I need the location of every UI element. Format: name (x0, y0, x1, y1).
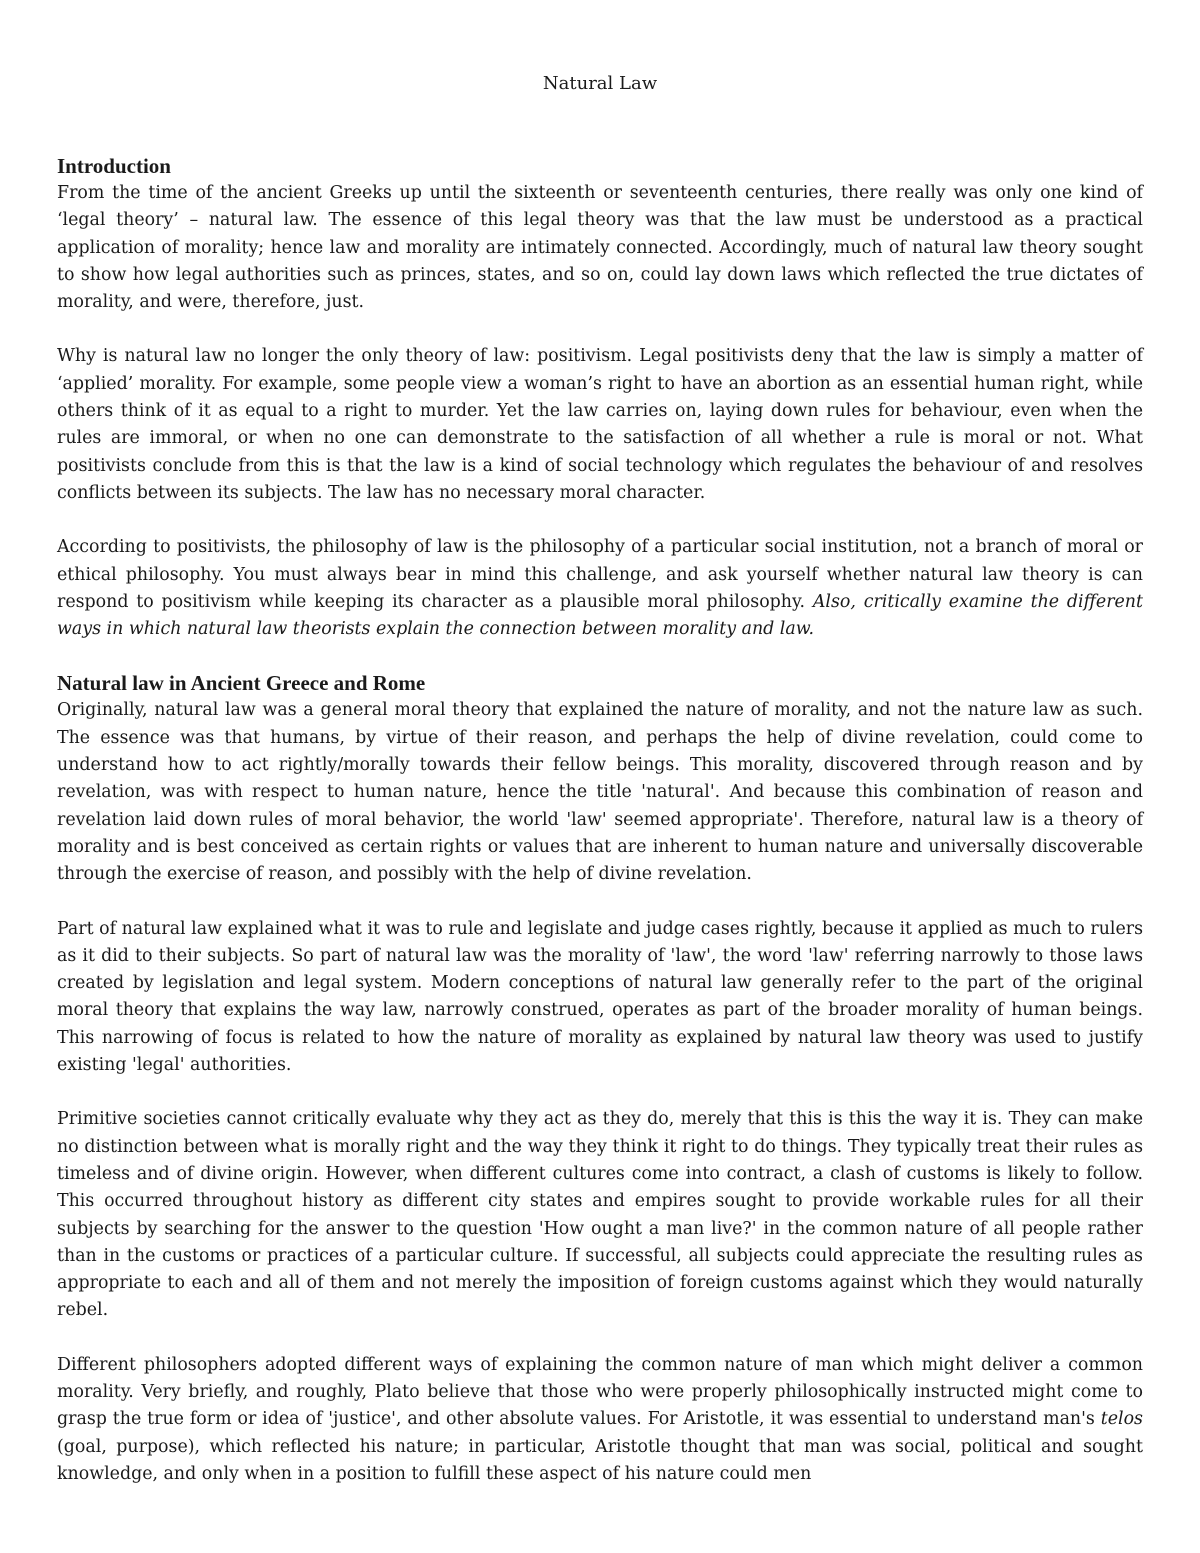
paragraph-text: (goal, purpose), which reflected his nature; in particular, Aristotle thought that man was social, political and sought knowledge, and only when in a position to fulfill these aspect of his nature could men (57, 1436, 1143, 1484)
document-title: Natural Law (542, 73, 658, 94)
paragraph: Part of natural law explained what it was to rule and legislate and judge cases rightly, because it applied as much to rulers as it did to their subjects. So part of natural law was the morality of 'law', the word 'law' referring narrowly to those laws created by legislation and legal system. Modern conceptions of natural law generally refer to the part of the original moral theory that explains the way law, narrowly construed, operates as part of the broader morality of human beings. This narrowing of focus is related to how the nature of morality as explained by natural law theory was used to justify existing 'legal' authorities. (57, 918, 1143, 1076)
paragraph: Originally, natural law was a general moral theory that explained the nature of morality, and not the nature law as such. The essence was that humans, by virtue of their reason, and perhaps the help of divine revelation, could come to understand how to act rightly/morally towards their fellow beings. This morality, discovered through reason and by revelation, was with respect to human nature, hence the title 'natural'. And because this combination of reason and revelation laid down rules of moral behavior, the world 'law' seemed appropriate'. Therefore, natural law is a theory of morality and is best conceived as certain rights or values that are inherent to human nature and universally discoverable through the exercise of reason, and possibly with the help of divine revelation. (57, 700, 1143, 885)
paragraph: From the time of the ancient Greeks up until the sixteenth or seventeenth centuries, there really was only one kind of ‘legal theory’ – natural law. The essence of this legal theory was that the law must be understood as a practical application of morality; hence law and morality are intimately connected. Accordingly, much of natural law theory sought to show how legal authorities such as princes, states, and so on, could lay down laws which reflected the true dictates of morality, and were, therefore, just. (57, 183, 1143, 313)
paragraph-text: Different philosophers adopted different ways of explaining the common nature of man which might deliver a common morality. Very briefly, and roughly, Plato believe that those who were properly philosophically instructed might come to grasp the true form or idea of 'justice', and other absolute values. For Aristotle, it was essential to understand man's (57, 1354, 1143, 1430)
emphasis-text: telos (1100, 1409, 1143, 1430)
paragraph: Primitive societies cannot critically evaluate why they act as they do, merely that this is this the way it is. They can make no distinction between what is morally right and the way they think it right to do things. They typically treat their rules as timeless and of divine origin. However, when different cultures come into contract, a clash of customs is likely to follow. This occurred throughout history as different city states and empires sought to provide workable rules for all their subjects by searching for the answer to the question 'How ought a man live?' in the common nature of all people rather than in the customs or practices of a particular culture. If successful, all subjects could appreciate the resulting rules as appropriate to each and all of them and not merely the imposition of foreign customs against which they would naturally rebel. (57, 1109, 1143, 1321)
section-heading-ancient-greece-rome: Natural law in Ancient Greece and Rome (57, 671, 426, 696)
paragraph-text: According to positivists, the philosophy of law is the philosophy of a particular social institution, not a branch of moral or ethical philosophy. You must always bear in mind this challenge, and ask yourself whether natural law theory is can respond to positivism while keeping its character as a plausible moral philosophy. (57, 537, 1143, 612)
document-page (57, 70, 1143, 1488)
paragraph-with-emphasis (57, 534, 1143, 643)
paragraph-with-emphasis (57, 1352, 1143, 1488)
section-heading-introduction: Introduction (57, 154, 171, 178)
emphasis-text: Also, critically examine the different ways in which natural law theorists explain the connection between morality and law. (57, 591, 1143, 640)
paragraph: Why is natural law no longer the only theory of law: positivism. Legal positivists deny that the law is simply a matter of ‘applied’ morality. For example, some people view a woman’s right to have an abortion as an essential human right, while others think of it as equal to a right to murder. Yet the law carries on, laying down rules for behaviour, even when the rules are immoral, or when no one can demonstrate to the satisfaction of all whether a rule is moral or not. What positivists conclude from this is that the law is a kind of social technology which regulates the behaviour of and resolves conflicts between its subjects. The law has no necessary moral character. (57, 346, 1143, 503)
